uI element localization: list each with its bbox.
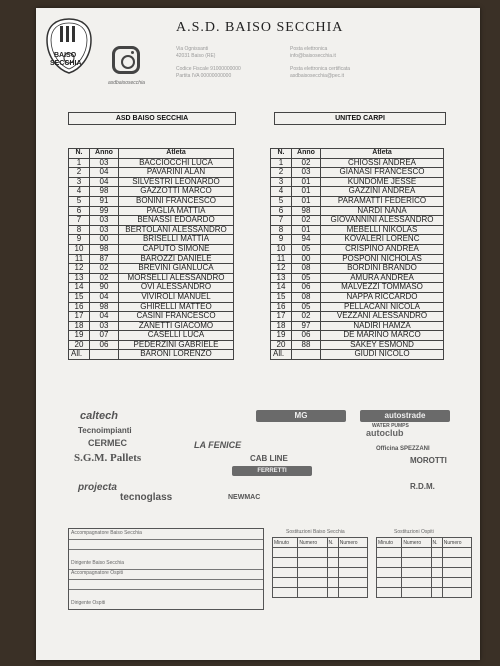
player-row <box>69 302 234 312</box>
col-n: N. <box>69 149 90 159</box>
player-number: 16 <box>271 302 292 312</box>
sponsor-logo: WATER PUMPS <box>372 423 409 429</box>
player-name: KUNDOME JESSE <box>321 177 444 187</box>
player-row <box>271 206 444 216</box>
player-year: 99 <box>90 206 119 216</box>
player-year: 87 <box>90 254 119 264</box>
player-number: 9 <box>271 235 292 245</box>
player-row <box>271 312 444 322</box>
player-name: BONINI FRANCESCO <box>119 196 234 206</box>
player-year: 03 <box>90 158 119 168</box>
player-name: OVI ALESSANDRO <box>119 283 234 293</box>
player-number: 3 <box>69 177 90 187</box>
player-row <box>271 225 444 235</box>
col-anno: Anno <box>292 149 321 159</box>
player-name: MALVEZZI TOMMASO <box>321 283 444 293</box>
address: Via Ognissanti 42031 Baiso (RE) <box>176 46 216 59</box>
player-row <box>69 283 234 293</box>
player-number: 1 <box>69 158 90 168</box>
player-year: 06 <box>292 283 321 293</box>
player-name: GIANASI FRANCESCO <box>321 168 444 178</box>
player-row <box>271 216 444 226</box>
player-row <box>69 321 234 331</box>
player-name: ZANETTI GIACOMO <box>119 321 234 331</box>
player-name: GAZZINI ANDREA <box>321 187 444 197</box>
sponsor-logo: NEWMAC <box>228 494 261 501</box>
home-signature-label: Dirigente Baiso Secchia <box>71 560 125 566</box>
player-number: 6 <box>69 206 90 216</box>
player-year: 01 <box>292 196 321 206</box>
player-year: 06 <box>90 340 119 350</box>
player-row <box>271 254 444 264</box>
home-manager-label: Accompagnatore Baiso Secchia <box>71 530 142 536</box>
away-manager-label: Accompagnatore Ospiti <box>71 570 123 576</box>
player-number: 13 <box>271 273 292 283</box>
player-name: NADIRI HAMZA <box>321 321 444 331</box>
sub-row <box>377 568 472 578</box>
player-row <box>69 264 234 274</box>
player-name: BORDINI BRANDO <box>321 264 444 274</box>
player-row <box>271 264 444 274</box>
player-year: 97 <box>292 321 321 331</box>
player-row <box>69 187 234 197</box>
sponsor-logo: CAB LINE <box>250 454 288 463</box>
player-name: PAGLIA MATTIA <box>119 206 234 216</box>
player-row <box>271 177 444 187</box>
player-number: 4 <box>69 187 90 197</box>
player-year: 01 <box>292 187 321 197</box>
player-year: 90 <box>90 283 119 293</box>
player-row <box>271 321 444 331</box>
club-title: A.S.D. BAISO SECCHIA <box>176 20 344 35</box>
col-atleta: Atleta <box>119 149 234 159</box>
sub-row <box>273 588 368 598</box>
sub-row <box>377 578 472 588</box>
away-signature-label: Dirigente Ospiti <box>71 600 106 606</box>
player-number: 3 <box>271 177 292 187</box>
player-name: CAPUTO SIMONE <box>119 244 234 254</box>
player-number: 18 <box>69 321 90 331</box>
player-year: 03 <box>292 168 321 178</box>
sub-row <box>273 568 368 578</box>
player-row <box>271 340 444 350</box>
player-name: KOVALERI LORENC <box>321 235 444 245</box>
player-row <box>271 302 444 312</box>
player-year: 00 <box>90 235 119 245</box>
player-number: 8 <box>69 225 90 235</box>
player-row <box>271 196 444 206</box>
player-year: 01 <box>292 177 321 187</box>
player-number: 16 <box>69 302 90 312</box>
player-name: CASINI FRANCESCO <box>119 312 234 322</box>
player-name: BRISELLI MATTIA <box>119 235 234 245</box>
player-number: 12 <box>69 264 90 274</box>
player-row <box>69 244 234 254</box>
player-number: 19 <box>69 331 90 341</box>
sponsor-logo: MG <box>256 410 346 422</box>
player-name: PARAMATTI FEDERICO <box>321 196 444 206</box>
player-row <box>69 158 234 168</box>
player-name: BAROZZI DANIELE <box>119 254 234 264</box>
sponsor-logo: FERRETTI <box>232 466 312 476</box>
managers-box <box>68 528 264 610</box>
player-name: BERTOLANI ALESSANDRO <box>119 225 234 235</box>
home-roster-table <box>68 148 234 360</box>
player-year: 94 <box>292 235 321 245</box>
player-number: 18 <box>271 321 292 331</box>
player-number: 12 <box>271 264 292 274</box>
player-row <box>69 292 234 302</box>
player-row <box>69 196 234 206</box>
col-atleta: Atleta <box>321 149 444 159</box>
player-row <box>69 340 234 350</box>
sponsor-logo: autoclub <box>366 428 404 438</box>
away-team-name: UNITED CARPI <box>274 112 446 125</box>
player-row <box>271 158 444 168</box>
player-name: CRISPINO ANDREA <box>321 244 444 254</box>
player-year: 03 <box>90 225 119 235</box>
player-year: 08 <box>292 264 321 274</box>
player-year: 98 <box>90 244 119 254</box>
player-year: 04 <box>90 168 119 178</box>
player-year: 91 <box>90 196 119 206</box>
sponsor-logo: projecta <box>78 482 117 493</box>
sub-row <box>377 558 472 568</box>
player-number: 7 <box>271 216 292 226</box>
player-year: 02 <box>90 273 119 283</box>
instagram-icon <box>112 46 140 74</box>
player-row <box>69 235 234 245</box>
player-number: 11 <box>271 254 292 264</box>
sponsor-logo: Officina SPEZZANI <box>376 446 430 452</box>
player-row <box>69 312 234 322</box>
player-name: AMURA ANDREA <box>321 273 444 283</box>
player-name: SILVESTRI LEONARDO <box>119 177 234 187</box>
player-number: 1 <box>271 158 292 168</box>
player-number: 5 <box>69 196 90 206</box>
logo-text-bottom: SECCHIA <box>50 60 82 67</box>
contact-pec: Posta elettronica certificata asdbaisosecchia@pec.it <box>290 66 351 79</box>
player-row <box>69 331 234 341</box>
player-row <box>271 273 444 283</box>
player-row <box>69 225 234 235</box>
away-roster-table <box>270 148 444 360</box>
player-number: 5 <box>271 196 292 206</box>
player-number: 17 <box>271 312 292 322</box>
player-name: POSPONI NICHOLAS <box>321 254 444 264</box>
player-name: CHIOSSI ANDREA <box>321 158 444 168</box>
player-row <box>271 168 444 178</box>
sub-row <box>273 548 368 558</box>
player-number: 2 <box>271 168 292 178</box>
player-number: 20 <box>69 340 90 350</box>
player-year: 03 <box>90 216 119 226</box>
player-year: 98 <box>90 302 119 312</box>
sponsor-logo: caltech <box>80 410 118 422</box>
player-number: 9 <box>69 235 90 245</box>
subs-away-table: Minuto Numero N. Numero <box>376 537 472 598</box>
subs-home-title: Sostituzioni Baiso Secchia <box>286 529 345 535</box>
player-name: GHIRELLI MATTEO <box>119 302 234 312</box>
player-row <box>271 283 444 293</box>
player-year: 00 <box>292 254 321 264</box>
player-row <box>271 292 444 302</box>
coach-row <box>69 350 234 360</box>
player-row <box>69 254 234 264</box>
player-number: 20 <box>271 340 292 350</box>
fiscal-info: Codice Fiscale 91000000000 Partita IVA 00000000000 <box>176 66 241 79</box>
subs-home-table: Minuto Numero N. Numero <box>272 537 368 598</box>
player-name: VEZZANI ALESSANDRO <box>321 312 444 322</box>
player-name: MEBELLI NIKOLAS <box>321 225 444 235</box>
player-row <box>69 168 234 178</box>
player-row <box>271 331 444 341</box>
player-number: 8 <box>271 225 292 235</box>
player-row <box>69 216 234 226</box>
player-name: GIOVANNINI ALESSANDRO <box>321 216 444 226</box>
player-name: BENASSI EDOARDO <box>119 216 234 226</box>
player-number: 7 <box>69 216 90 226</box>
coach-name: GIUDI NICOLO <box>321 350 444 360</box>
sponsor-logo: Tecnoimpianti <box>78 426 132 435</box>
player-year: 03 <box>90 321 119 331</box>
sub-row <box>273 578 368 588</box>
player-number: 15 <box>271 292 292 302</box>
sponsor-logo: LA FENICE <box>194 440 242 450</box>
player-number: 10 <box>271 244 292 254</box>
subs-away-title: Sostituzioni Ospiti <box>394 529 434 535</box>
player-year: 07 <box>90 331 119 341</box>
player-year: 04 <box>90 312 119 322</box>
col-n: N. <box>271 149 292 159</box>
player-year: 02 <box>292 312 321 322</box>
col-anno: Anno <box>90 149 119 159</box>
player-name: BREVINI GIANLUCA <box>119 264 234 274</box>
player-number: 14 <box>271 283 292 293</box>
player-year: 06 <box>292 331 321 341</box>
player-number: 2 <box>69 168 90 178</box>
player-year: 08 <box>292 292 321 302</box>
sub-row <box>273 558 368 568</box>
player-year: 04 <box>90 177 119 187</box>
player-year: 05 <box>292 244 321 254</box>
player-name: CASELLI LUCA <box>119 331 234 341</box>
player-number: 13 <box>69 273 90 283</box>
player-row <box>271 235 444 245</box>
player-year: 02 <box>90 264 119 274</box>
player-number: 4 <box>271 187 292 197</box>
player-row <box>271 244 444 254</box>
player-year: 02 <box>292 158 321 168</box>
player-year: 98 <box>90 187 119 197</box>
player-year: 01 <box>292 225 321 235</box>
player-number: 10 <box>69 244 90 254</box>
player-number: 15 <box>69 292 90 302</box>
player-name: GAZZOTTI MARCO <box>119 187 234 197</box>
player-year: 05 <box>292 273 321 283</box>
player-name: DE MARINO MARCO <box>321 331 444 341</box>
player-number: 6 <box>271 206 292 216</box>
player-name: PELLACANI NICOLA <box>321 302 444 312</box>
player-year: 88 <box>292 340 321 350</box>
player-name: VIVIROLI MANUEL <box>119 292 234 302</box>
player-number: 14 <box>69 283 90 293</box>
sponsor-logo: CERMEC <box>88 438 128 448</box>
logo-text-top: BAISO <box>54 52 77 59</box>
player-row <box>69 177 234 187</box>
player-year: 02 <box>292 216 321 226</box>
sponsor-logo: autostrade <box>360 410 450 422</box>
instagram-handle: asdbaisosecchia <box>108 80 145 86</box>
player-name: BACCIOCCHI LUCA <box>119 158 234 168</box>
player-year: 04 <box>90 292 119 302</box>
player-year: 98 <box>292 206 321 216</box>
player-name: NAPPA RICCARDO <box>321 292 444 302</box>
player-number: 17 <box>69 312 90 322</box>
coach-label: All. <box>271 350 292 360</box>
player-number: 11 <box>69 254 90 264</box>
sub-row <box>377 588 472 598</box>
player-name: PAVARINI ALAN <box>119 168 234 178</box>
contact-email: Posta elettronica info@baisosecchia.it <box>290 46 336 59</box>
player-name: PEDERZINI GABRIELE <box>119 340 234 350</box>
sub-row <box>377 548 472 558</box>
player-year: 05 <box>292 302 321 312</box>
player-name: NARDI NANA <box>321 206 444 216</box>
sponsor-logo: tecnoglass <box>120 492 173 503</box>
home-team-name: ASD BAISO SECCHIA <box>68 112 236 125</box>
coach-row <box>271 350 444 360</box>
player-name: SAKEY ESMOND <box>321 340 444 350</box>
player-row <box>69 273 234 283</box>
player-row <box>69 206 234 216</box>
player-number: 19 <box>271 331 292 341</box>
coach-name: BARONI LORENZO <box>119 350 234 360</box>
player-row <box>271 187 444 197</box>
sponsor-logo: S.G.M. Pallets <box>74 452 142 464</box>
player-name: MORSELLI ALESSANDRO <box>119 273 234 283</box>
coach-label: All. <box>69 350 90 360</box>
sponsor-logo: R.D.M. <box>410 482 435 491</box>
sponsor-logo: MOROTTI <box>410 456 447 465</box>
